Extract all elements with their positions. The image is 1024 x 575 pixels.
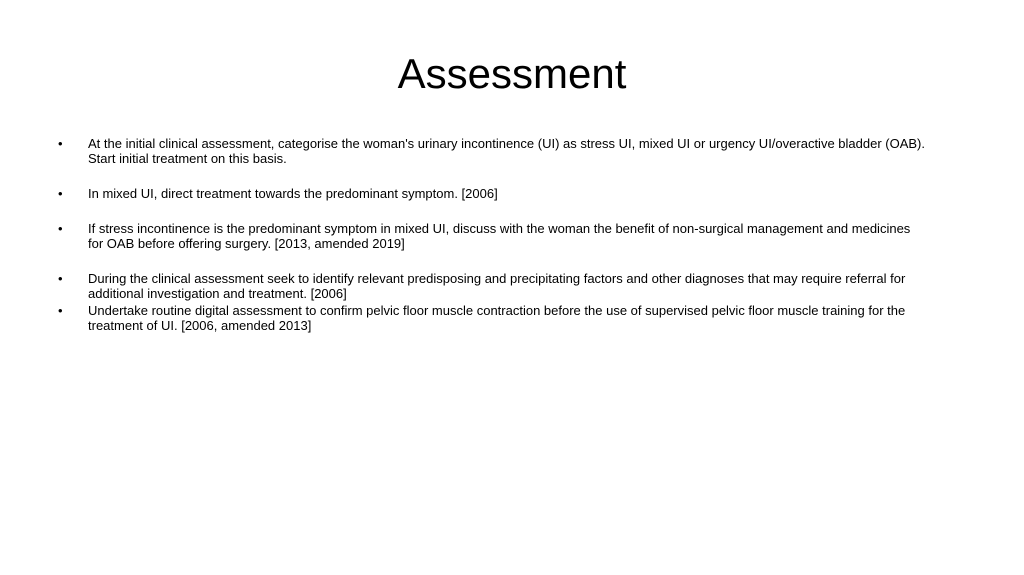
bullet-icon: • [58,303,63,318]
bullet-line: During the clinical assessment seek to identify relevant predisposing and precipitating factors and other diagnoses that may require referral for [88,271,906,286]
bullet-line: If stress incontinence is the predominant symptom in mixed UI, discuss with the woman the benefit of non-surgical management and medicines [88,221,911,236]
bullet-line: Undertake routine digital assessment to confirm pelvic floor muscle contraction before the use of supervised pelvic floor muscle training for the [88,303,906,318]
bullet-line: treatment of UI. [2006, amended 2013] [88,318,312,333]
bullet-item-mixed-ui [56,186,976,201]
bullet-line: Start initial treatment on this basis. [88,151,287,166]
bullet-item-stress-incontinence [56,221,976,251]
bullet-line: for OAB before offering surgery. [2013, amended 2019] [88,236,405,251]
bullet-icon: • [58,136,63,151]
bullet-item-predisposing-factors [56,271,976,301]
bullet-item-initial-assessment [56,136,976,166]
slide-title: Assessment [397,50,627,97]
bullet-list [56,136,976,333]
bullet-line: additional investigation and treatment. [2006] [88,286,347,301]
bullet-icon: • [58,186,63,201]
bullet-line: At the initial clinical assessment, categorise the woman's urinary incontinence (UI) as stress UI, mixed UI or urgency UI/overactive bladder (OAB). [88,136,925,151]
bullet-icon: • [58,221,63,236]
bullet-line: In mixed UI, direct treatment towards the predominant symptom. [2006] [88,186,498,201]
bullet-item-digital-assessment [56,303,976,333]
bullet-icon: • [58,271,63,286]
